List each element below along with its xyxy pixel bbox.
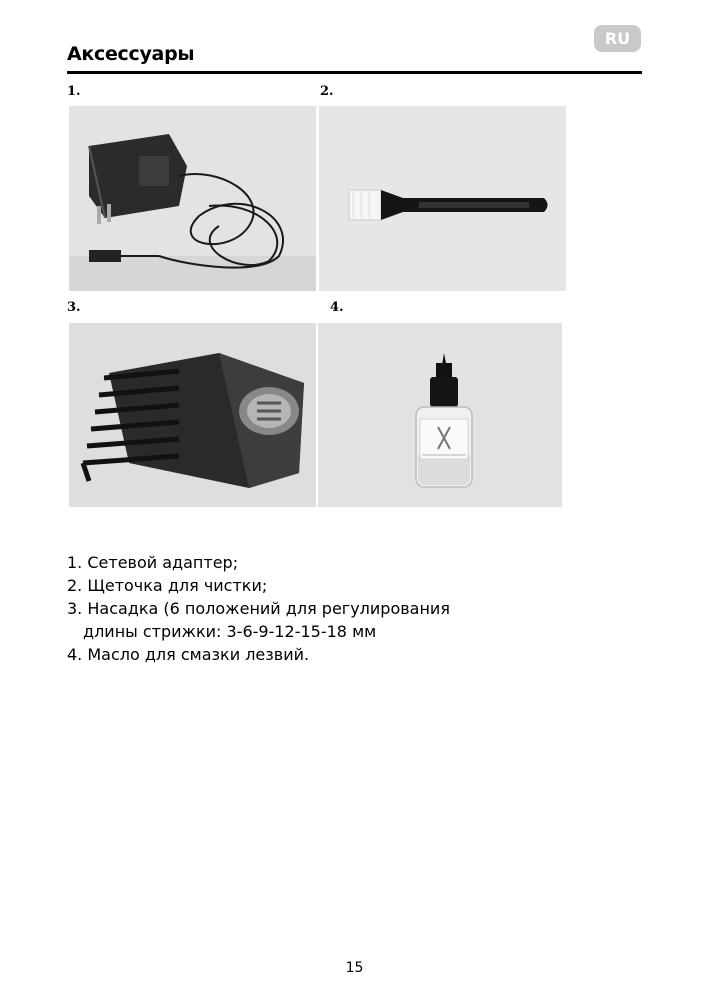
photo-cleaning-brush bbox=[319, 106, 566, 291]
list-item: 1. Сетевой адаптер; bbox=[67, 553, 239, 572]
page-number: 15 bbox=[345, 960, 364, 976]
title-underline bbox=[67, 71, 642, 74]
photo-power-adapter bbox=[69, 106, 316, 291]
list-item: 3. Насадка (6 положений для регулирования bbox=[67, 599, 450, 618]
list-item: 4. Масло для смазки лезвий. bbox=[67, 645, 310, 664]
list-item: 2. Щеточка для чистки; bbox=[67, 576, 268, 595]
language-badge: RU bbox=[594, 25, 641, 52]
accessory-list bbox=[67, 551, 450, 666]
figure-number-2: 2. bbox=[320, 84, 334, 99]
list-item-continuation: длины стрижки: 3-6-9-12-15-18 мм bbox=[83, 622, 377, 641]
figure-number-1: 1. bbox=[67, 84, 81, 99]
photo-oil-bottle bbox=[318, 323, 562, 507]
section-title: Аксессуары bbox=[67, 43, 195, 65]
photo-comb-attachment bbox=[69, 323, 316, 507]
figure-number-3: 3. bbox=[67, 300, 81, 315]
figure-number-4: 4. bbox=[330, 300, 344, 315]
